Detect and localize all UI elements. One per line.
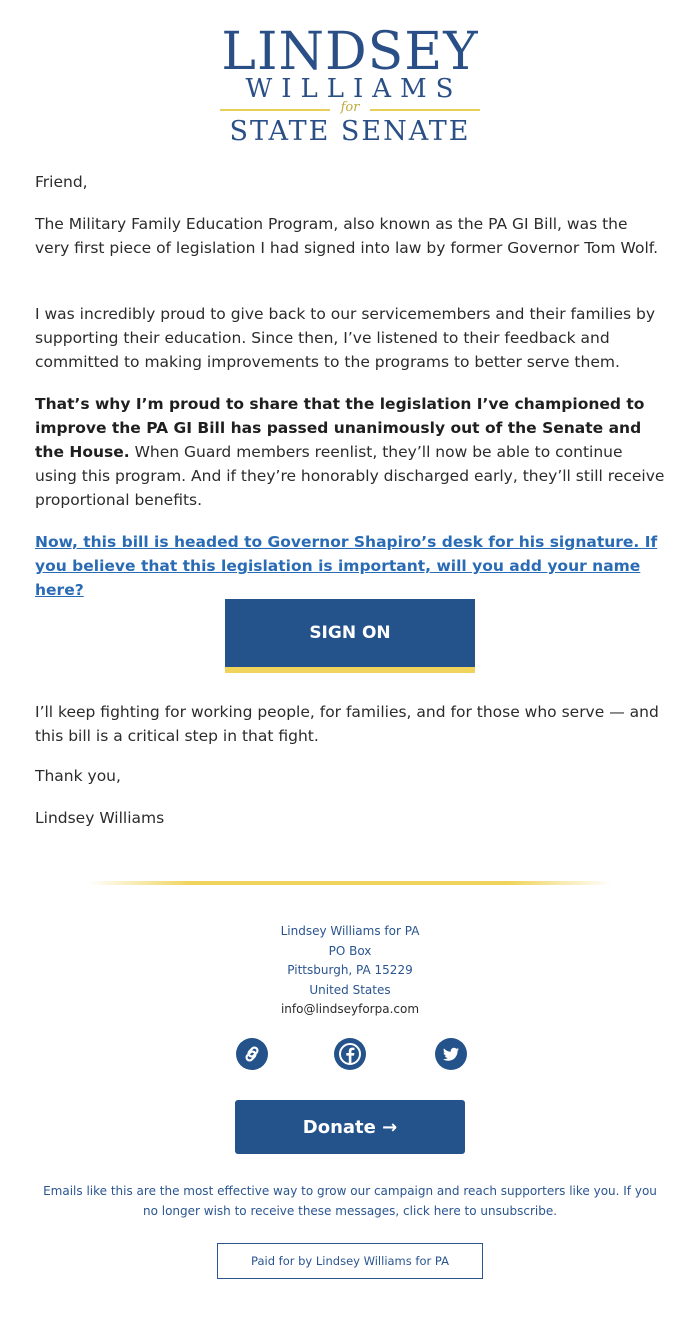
gold-divider [88,881,612,885]
paragraph-passed-bold: That’s why I’m proud to share that the legislation I’ve championed to improve the PA GI Bill has passed unanimously out of the Senate and the House. [35,395,645,461]
paragraph-passed-rest: When Guard members reenlist, they’ll now be able to continue using this program. And if they’re honorably discharged early, they’ll still receive proportional benefits. [35,443,665,509]
signature: Lindsey Williams [35,809,165,827]
footer-po-box: PO Box [328,943,372,958]
campaign-logo [0,22,700,147]
thanks-line: Thank you, [35,767,121,785]
paid-for-box: Paid for by Lindsey Williams for PA [217,1243,483,1279]
logo-for-row [220,102,480,118]
greeting: Friend, [35,173,88,191]
footer-org: Lindsey Williams for PA [280,924,420,938]
logo-rule-right [370,109,480,111]
petition-link-paragraph [35,530,665,602]
paragraph-passed [35,392,665,512]
footer-country: United States [309,982,391,997]
sign-on-button[interactable]: SIGN ON [225,599,475,673]
twitter-icon[interactable] [435,1038,467,1070]
paragraph-closing: I’ll keep fighting for working people, for families, and for those who serve — and this bill is a critical step in that fight. [35,703,659,745]
petition-link[interactable]: Now, this bill is headed to Governor Shapiro’s desk for his signature. If you believe that this legislation is important, will you add your name here? [35,533,658,599]
logo-first-name: LINDSEY [221,22,479,82]
footer-city: Pittsburgh, PA 15229 [287,963,413,977]
footer-address [0,922,700,1020]
logo-for: for [340,100,360,115]
logo-last-name: WILLIAMS [245,74,463,104]
link-icon[interactable] [236,1038,268,1070]
unsubscribe-text[interactable]: Emails like this are the most effective way to grow our campaign and reach supporters like you. If you no longer wish to receive these messages, click here to unsubscribe. [43,1184,657,1218]
logo-office: STATE SENATE [229,116,471,147]
paragraph-gi-bill: The Military Family Education Program, also known as the PA GI Bill, was the very first piece of legislation I had signed into law by former Governor Tom Wolf. [35,215,659,257]
footer-email[interactable]: info@lindseyforpa.com [280,1002,420,1016]
donate-button[interactable]: Donate → [235,1100,465,1154]
paragraph-proud: I was incredibly proud to give back to our servicemembers and their families by supporting their education. Since then, I’ve listened to their feedback and committed to making improvements to the programs to better serve them. [35,305,656,371]
facebook-icon[interactable] [334,1038,366,1070]
